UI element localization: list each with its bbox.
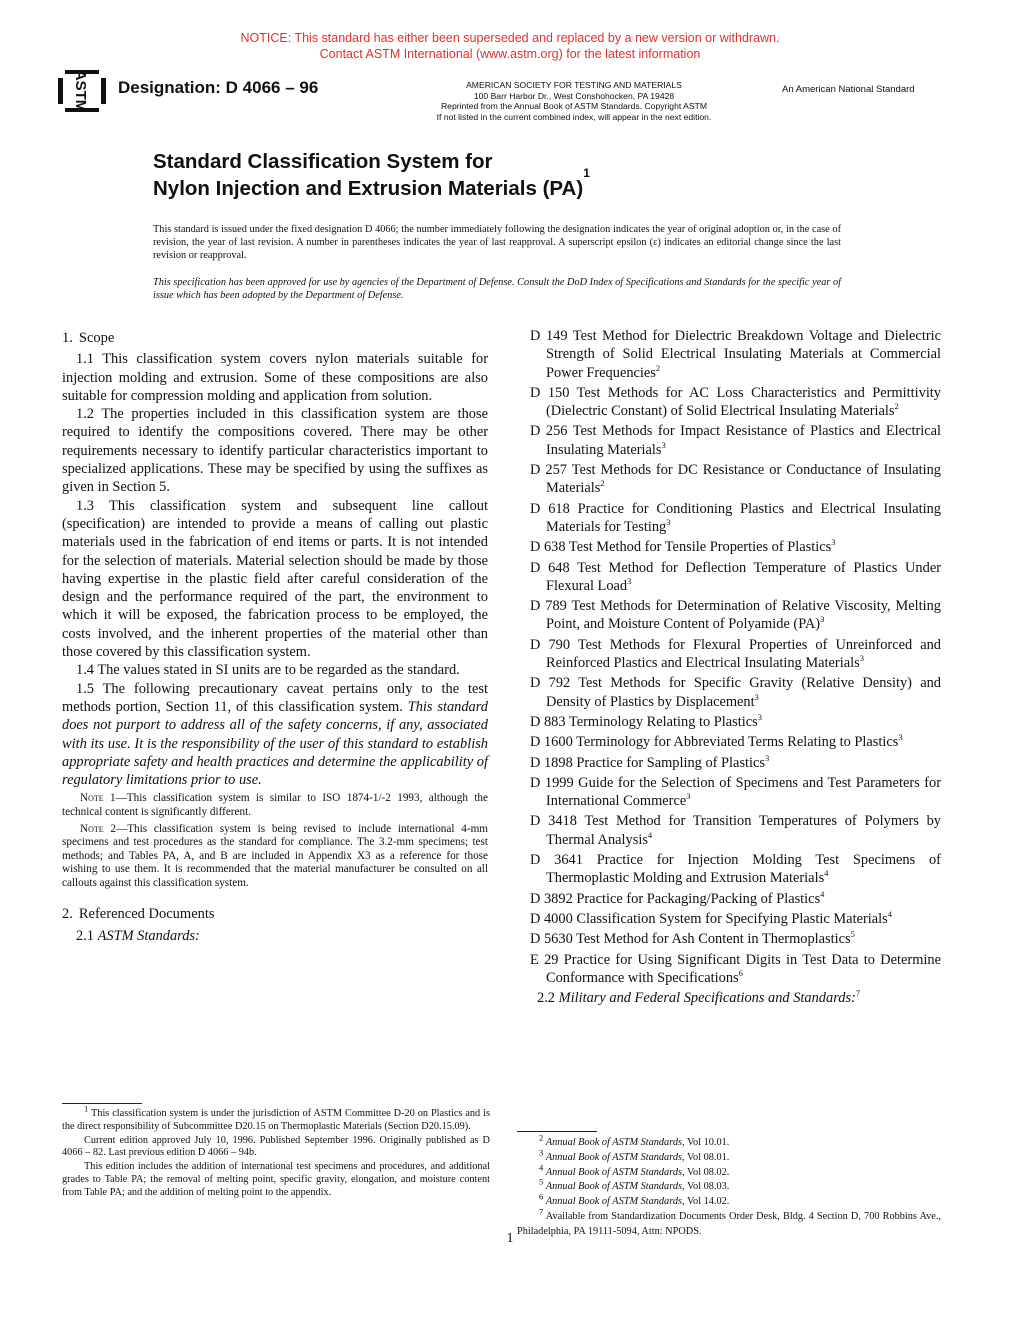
footnote-rule-right: [517, 1131, 597, 1132]
footnote: $^1$ This classification system is under the jurisdiction of ASTM Committee D-20 on Plastics and is the direct responsibility of Subcommittee D20.15 on Thermoplastic Materials (Section D20.15.09).: [62, 1103, 491, 1132]
footnote: $^5$ Annual Book of ASTM Standards, Vol 08.03.: [539, 1176, 730, 1193]
reference-item: D 4000 Classification System for Specifying Plastic Materials$^4$: [530, 909, 892, 927]
reference-item: E 29 Practice for Using Significant Digits in Test Data to Determine Conformance with Specifications$^6$: [530, 951, 942, 986]
society-line: Reprinted from the Annual Book of ASTM Standards. Copyright ASTM: [440, 101, 708, 111]
title-footnote-mark: 1: [583, 166, 590, 180]
reference-item: D 3892 Practice for Packaging/Packing of Plastics$^4$: [530, 888, 825, 907]
section-1-heading: 1. Scope: [62, 330, 115, 346]
issued-note: This standard is issued under the fixed designation D 4066; the number immediately following the designation indicates the year of original adoption or, in the case of revision, the year of last revision. A number in parentheses indicates the year of last reapproval. A superscript epsilon (ε) indicates an editorial change since the last revision or reapproval.: [153, 224, 841, 261]
footnote: $^3$ Annual Book of ASTM Standards, Vol 08.01.: [539, 1147, 730, 1163]
footnote: $^7$ Available from Standardization Documents Order Desk, Bldg. 4 Section D, 700 Robbins Ave., Philadelphia, PA 19111-5094, Attn: NPODS.: [517, 1206, 941, 1237]
footnotes-left: [62, 1103, 491, 1201]
para-1-5: 1.5 The following precautionary caveat pertains only to the test methods portion, Section 11, of this classification system. This standard does not purport to address all of the safety concerns, if any, associated with its use. It is the responsibility of the user of this standard to establish appropriate safety and health practices and determine the applicability of regulatory limitations prior to use.: [62, 680, 488, 789]
notice-line-1: NOTICE: This standard has either been superseded and replaced by a new version or withdrawn.: [240, 31, 780, 45]
footnote: $^2$ Annual Book of ASTM Standards, Vol 10.01.: [539, 1132, 730, 1148]
reference-item: D 3641 Practice for Injection Molding Test Specimens of Thermoplastic Molding and Extrusion Materials$^4$: [530, 852, 941, 887]
para-1-3: 1.3 This classification system and subsequent line callout (specification) are intended to provide a means of calling out plastic materials used in the fabrication of end items or parts. It is not intended for the selection of materials. Material selection should be made by those having expertise in the plastic field after careful consideration of the design and the performance required of the part, the environment to which it will be exposed, the fabrication process to be employed, the costs involved, and the inherent properties of the material other than those covered by this classification system.: [62, 497, 488, 661]
national-standard-label: An American National Standard: [782, 84, 915, 95]
society-line: If not listed in the current combined index, will appear in the next edition.: [436, 111, 712, 122]
reference-item: D 5630 Test Method for Ash Content in Thermoplastics$^5$: [530, 929, 855, 948]
footnote: $^6$ Annual Book of ASTM Standards, Vol 14.02.: [539, 1191, 730, 1208]
footnotes-right: [517, 1132, 941, 1240]
reference-item: D 792 Test Methods for Specific Gravity (Relative Density) and Density of Plastics by Displacement$^3$: [530, 675, 941, 710]
reference-item: D 883 Terminology Relating to Plastics$^3$: [530, 712, 763, 730]
reference-item: D 638 Test Method for Tensile Properties of Plastics$^3$: [530, 537, 836, 556]
society-block: [413, 80, 735, 122]
astm-logo: [57, 68, 107, 114]
dod-note: This specification has been approved for use by agencies of the Department of Defense. Consult the DoD Index of Specifications and Standards for the specific year of issue which has been adopted by the Department of Defense.: [153, 277, 841, 301]
para-1-1: 1.1 This classification system covers nylon materials suitable for injection molding and extrusion. Some of these compositions are also suitable for compression molding and application from solution.: [62, 351, 488, 404]
para-2-2: 2.2 Military and Federal Specifications and Standards:$^7$: [537, 988, 861, 1007]
reference-item: D 149 Test Method for Dielectric Breakdown Voltage and Dielectric Strength of Solid Electrical Insulating Materials at Commercial Power Frequencies$^2$: [530, 328, 941, 381]
designation: Designation: D 4066 – 96: [118, 78, 319, 97]
notice-line-2: Contact ASTM International (www.astm.org) for the latest information: [319, 47, 701, 61]
right-column: [530, 327, 941, 1007]
footnote: $^4$ Annual Book of ASTM Standards, Vol 08.02.: [539, 1162, 730, 1178]
page-number: 1: [506, 1231, 514, 1246]
note-1: Note 1—This classification system is similar to ISO 1874-1/-2 1993, although the technical content is significantly different.: [62, 792, 488, 819]
footnote: Current edition approved July 10, 1996. Published September 1996. Originally published as D 4066 – 82. Last previous edition D 4066 – 94b.: [62, 1134, 490, 1159]
reference-item: D 789 Test Methods for Determination of Relative Viscosity, Melting Point, and Moisture Content of Polyamide (PA)$^3$: [530, 598, 941, 633]
reference-item: D 618 Practice for Conditioning Plastics and Electrical Insulating Materials for Testing$^3$: [530, 500, 941, 535]
note-2: Note 2—This classification system is being revised to include international 4-mm specimens and test procedures as the standard for compliance. The 3.2-mm specimens; test methods; and Tables PA, A, and B are included in Appendix X3 as a reference for those wishing to use them. It is recommended that the material manufacturer be consulted on all callouts against this classification system.: [62, 822, 488, 889]
footnote-rule-left: [62, 1103, 142, 1104]
para-2-1: 2.1 ASTM Standards:: [76, 927, 200, 944]
reference-item: D 790 Test Methods for Flexural Properties of Unreinforced and Reinforced Plastics and Electrical Insulating Materials$^3$: [530, 636, 941, 672]
left-column: [62, 329, 488, 945]
society-line: AMERICAN SOCIETY FOR TESTING AND MATERIALS: [466, 80, 682, 90]
reference-item: D 3418 Test Method for Transition Temperatures of Polymers by Thermal Analysis$^4$: [530, 813, 941, 848]
reference-item: D 256 Test Methods for Impact Resistance of Plastics and Electrical Insulating Materials$^3$: [530, 423, 942, 458]
safety-caveat: This standard does not purport to address all of the safety concerns, if any, associated with its use. It is the responsibility of the user of this standard to establish appropriate safety and health practices and determine the applicability of regulatory limitations prior to use.: [62, 698, 488, 789]
reference-item: D 150 Test Methods for AC Loss Characteristics and Permittivity (Dielectric Constant) of Solid Electrical Insulating Materials$^2$: [530, 384, 942, 420]
astm-reference-list: [530, 327, 941, 987]
document-title: [153, 148, 590, 202]
notice-banner: [0, 30, 1020, 62]
section-2-heading: 2. Referenced Documents: [62, 905, 215, 922]
para-1-2: 1.2 The properties included in this classification system are those required to identify the compositions covered. There may be other requirements necessary to identify particular characteristics important to specialized applications. These may be specified by using the suffixes as given in Section 5.: [62, 406, 488, 496]
title-line-1: Standard Classification System for: [153, 150, 493, 173]
reference-item: D 257 Test Methods for DC Resistance or Conductance of Insulating Materials$^2$: [530, 462, 941, 497]
reference-item: D 1999 Guide for the Selection of Specimens and Test Parameters for International Commerce$^3$: [530, 774, 941, 810]
title-line-2: Nylon Injection and Extrusion Materials (PA)$^1$: [153, 166, 590, 200]
reference-item: D 648 Test Method for Deflection Temperature of Plastics Under Flexural Load$^3$: [530, 559, 941, 594]
reference-item: D 1600 Terminology for Abbreviated Terms Relating to Plastics$^3$: [530, 732, 903, 751]
footnote: This edition includes the addition of international test specimens and procedures, and additional grades to Table PA; the removal of melting point, specific gravity, elongation, and moisture content from Table PA; and the addition of melting point to the appendix.: [62, 1161, 490, 1198]
logo-text: ASTM: [72, 69, 89, 113]
para-1-4: 1.4 The values stated in SI units are to be regarded as the standard.: [76, 662, 460, 679]
reference-item: D 1898 Practice for Sampling of Plastics$^3$: [530, 752, 770, 771]
society-line: 100 Barr Harbor Dr., West Conshohocken, PA 19428: [473, 90, 675, 101]
